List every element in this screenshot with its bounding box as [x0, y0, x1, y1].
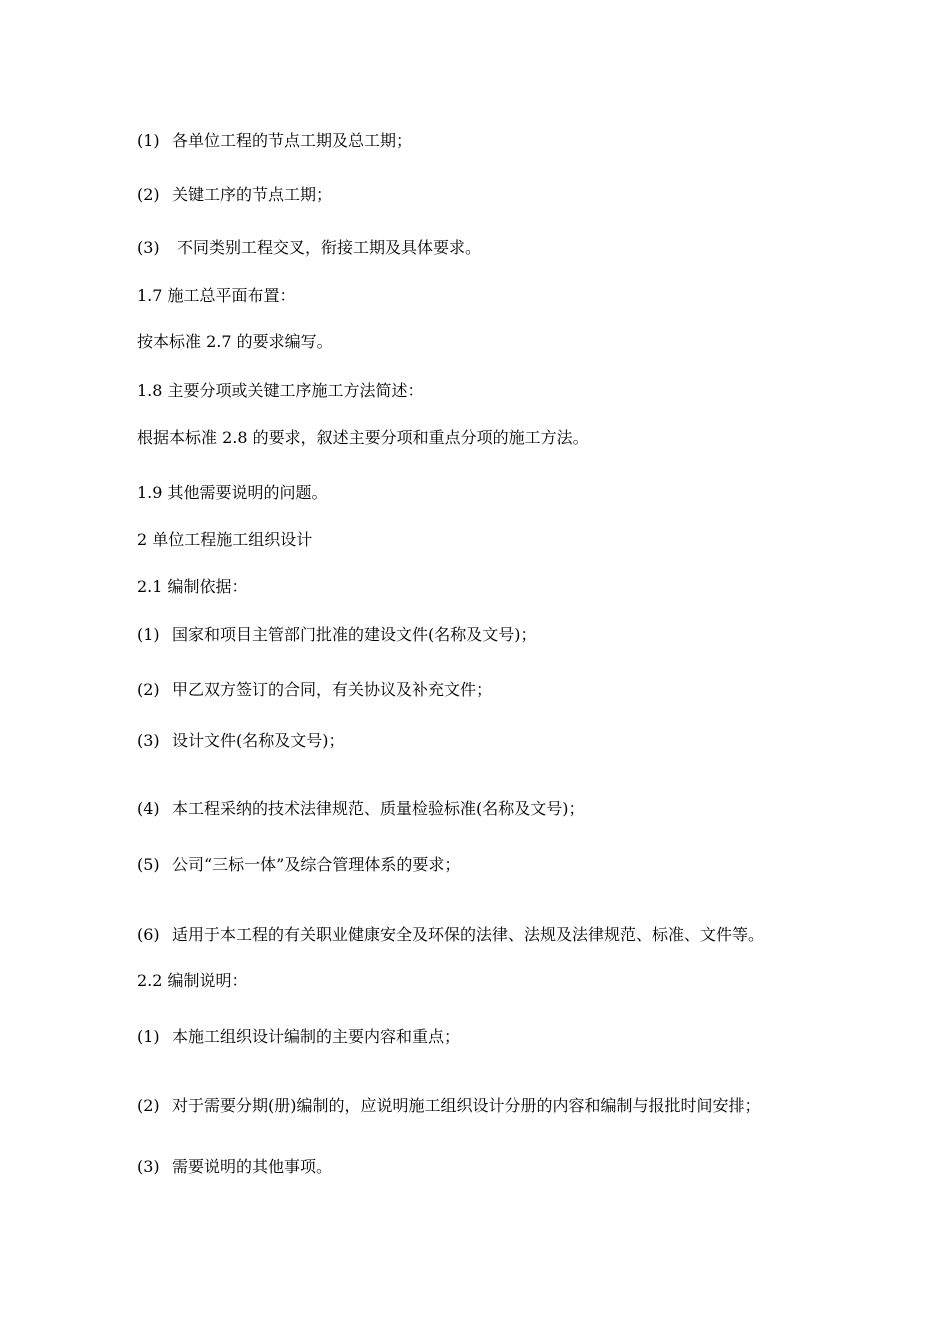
item-text: 设计文件(名称及文号)；	[172, 731, 345, 750]
item-text: 不同类别工程交叉，衔接工期及具体要求。	[177, 238, 482, 257]
item-text: 适用于本工程的有关职业健康安全及环保的法律、法规及法律规范、标准、文件等。	[172, 925, 765, 944]
item-number: (5)	[137, 855, 160, 874]
item-number: (3)	[137, 1157, 160, 1176]
list-item	[137, 625, 537, 645]
list-item	[137, 680, 492, 700]
item-text: 公司“三标一体”及综合管理体系的要求；	[172, 855, 461, 874]
list-item	[137, 925, 764, 945]
item-text: 国家和项目主管部门批准的建设文件(名称及文号)；	[172, 625, 537, 644]
item-text: 关键工序的节点工期；	[172, 185, 333, 204]
list-item	[137, 855, 460, 875]
heading-text: 2 单位工程施工组织设计	[137, 530, 313, 549]
item-number: (1)	[137, 625, 160, 644]
item-number: (6)	[137, 925, 160, 944]
chapter-heading	[137, 530, 312, 550]
item-number: (1)	[137, 131, 160, 150]
item-number: (2)	[137, 1096, 160, 1115]
item-text: 甲乙双方签订的合同，有关协议及补充文件；	[172, 680, 493, 699]
list-item	[137, 731, 345, 751]
list-item	[137, 185, 332, 205]
section-heading	[137, 381, 424, 401]
item-number: (4)	[137, 799, 160, 818]
section-heading	[137, 286, 296, 306]
section-heading	[137, 577, 248, 597]
section-heading	[137, 971, 248, 991]
list-item	[137, 238, 481, 258]
list-item	[137, 131, 412, 151]
item-number: (1)	[137, 1027, 160, 1046]
item-text: 各单位工程的节点工期及总工期；	[172, 131, 413, 150]
paragraph	[137, 428, 589, 448]
item-text: 本施工组织设计编制的主要内容和重点；	[172, 1027, 461, 1046]
list-item	[137, 1157, 332, 1177]
paragraph-text: 按本标准 2.7 的要求编写。	[137, 332, 333, 351]
item-number: (2)	[137, 185, 160, 204]
item-text: 需要说明的其他事项。	[172, 1157, 333, 1176]
heading-text: 1.9 其他需要说明的问题。	[137, 483, 328, 502]
heading-text: 1.8 主要分项或关键工序施工方法简述：	[137, 381, 424, 400]
paragraph	[137, 332, 333, 352]
item-number: (3)	[137, 238, 160, 257]
list-item	[137, 1027, 460, 1047]
item-number: (3)	[137, 731, 160, 750]
paragraph-text: 根据本标准 2.8 的要求，叙述主要分项和重点分项的施工方法。	[137, 428, 589, 447]
list-item	[137, 799, 585, 819]
heading-text: 2.2 编制说明：	[137, 971, 248, 990]
heading-text: 2.1 编制依据：	[137, 577, 248, 596]
list-item	[137, 1096, 761, 1116]
item-text: 对于需要分期(册)编制的，应说明施工组织设计分册的内容和编制与报批时间安排；	[172, 1096, 761, 1115]
heading-text: 1.7 施工总平面布置：	[137, 286, 296, 305]
item-number: (2)	[137, 680, 160, 699]
item-text: 本工程采纳的技术法律规范、质量检验标准(名称及文号)；	[172, 799, 585, 818]
section-heading	[137, 483, 328, 503]
